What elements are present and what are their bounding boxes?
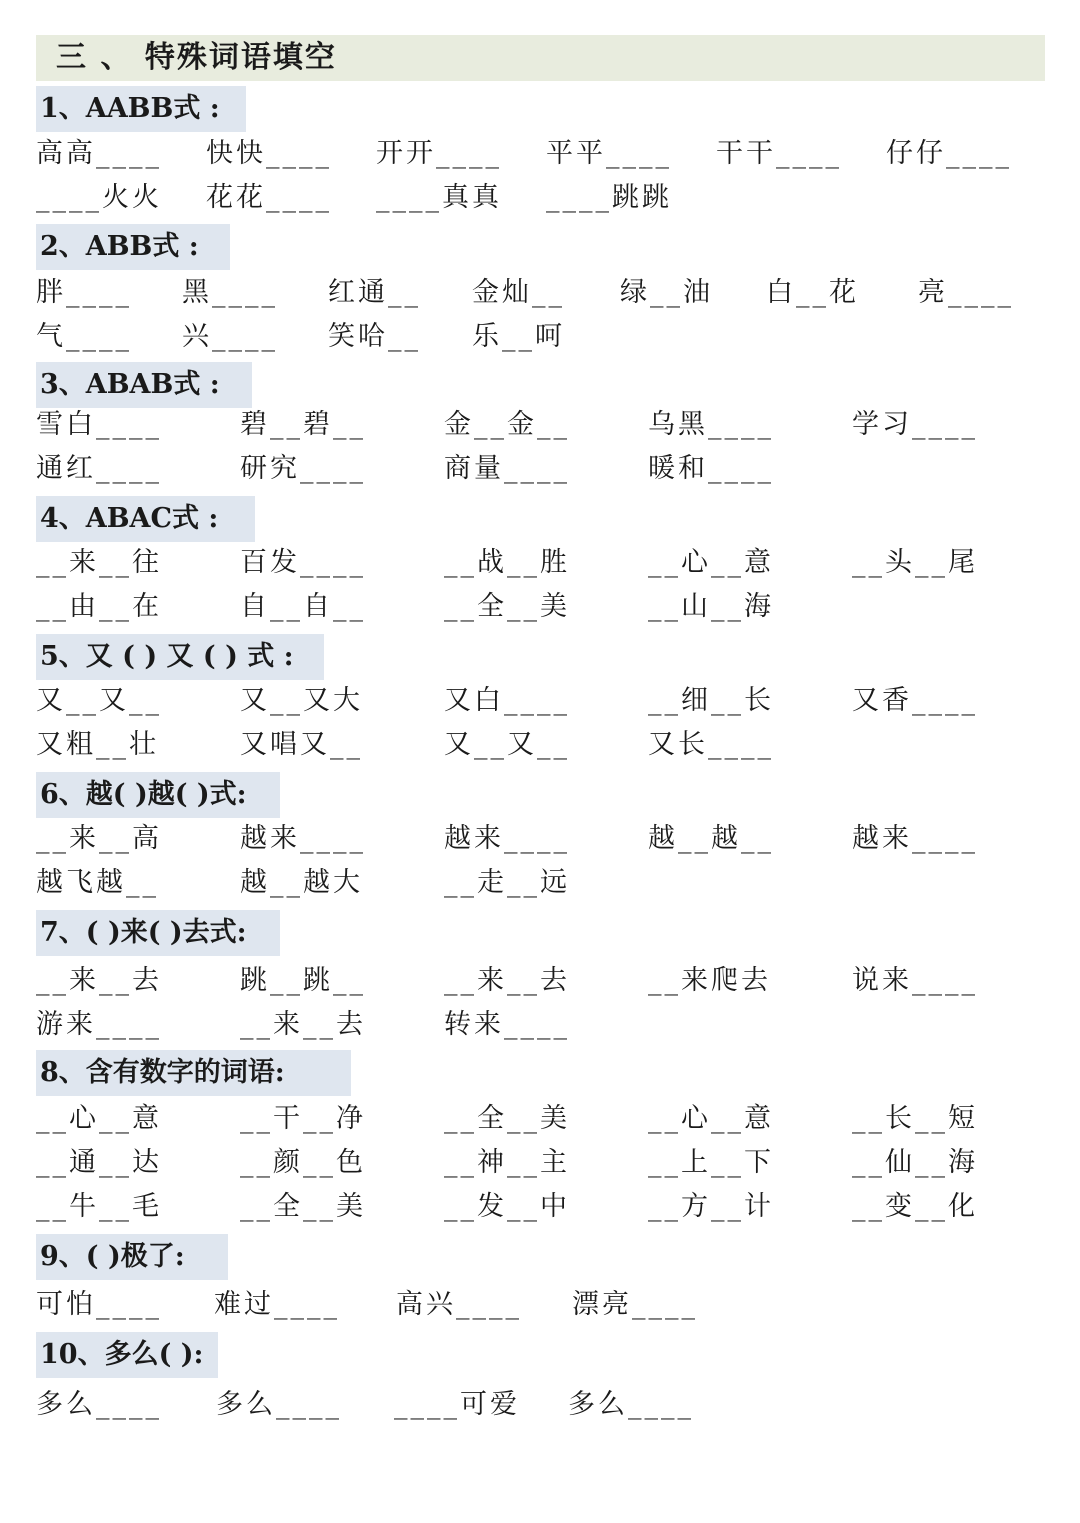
fill-blank-item[interactable]: __方__计 — [648, 1191, 774, 1222]
fill-blank-item[interactable]: 又白____ — [444, 685, 570, 716]
fill-blank-item[interactable]: 多么____ — [216, 1389, 342, 1420]
section-heading: 7、( )来( )去式: — [36, 910, 280, 956]
fill-blank-item[interactable]: __心__意 — [648, 547, 774, 578]
fill-blank-item[interactable]: 越来____ — [240, 823, 366, 854]
fill-blank-item[interactable]: __头__尾 — [852, 547, 978, 578]
fill-blank-item[interactable]: __颜__色 — [240, 1147, 366, 1178]
fill-blank-item[interactable]: __细__长 — [648, 685, 774, 716]
fill-blank-item[interactable]: 快快____ — [206, 138, 332, 169]
fill-blank-item[interactable]: 红通__ — [328, 277, 421, 308]
fill-blank-item[interactable]: __由__在 — [36, 591, 162, 622]
fill-blank-item[interactable]: 乌黑____ — [648, 409, 774, 440]
fill-blank-item[interactable]: 越来____ — [444, 823, 570, 854]
section-heading: 5、又 ( ) 又 ( ) 式 : — [36, 634, 324, 680]
fill-blank-item[interactable]: 研究____ — [240, 453, 366, 484]
fill-blank-item[interactable]: 又__又大 — [240, 685, 363, 716]
fill-blank-item[interactable]: __战__胜 — [444, 547, 570, 578]
fill-blank-item[interactable]: __来__去 — [36, 965, 162, 996]
fill-blank-item[interactable]: 多么____ — [36, 1389, 162, 1420]
fill-blank-item[interactable]: 绿__油 — [620, 277, 713, 308]
fill-blank-item[interactable]: 暖和____ — [648, 453, 774, 484]
fill-blank-item[interactable]: 亮____ — [918, 277, 1014, 308]
fill-blank-item[interactable]: __心__意 — [648, 1103, 774, 1134]
fill-blank-item[interactable]: 笑哈__ — [328, 321, 421, 352]
fill-blank-item[interactable]: 胖____ — [36, 277, 132, 308]
fill-blank-item[interactable]: __发__中 — [444, 1191, 570, 1222]
fill-blank-item[interactable]: 游来____ — [36, 1009, 162, 1040]
fill-blank-item[interactable]: 可怕____ — [36, 1289, 162, 1320]
fill-blank-item[interactable]: 又__又__ — [444, 729, 570, 760]
fill-blank-item[interactable]: ____可爱 — [394, 1389, 520, 1420]
section-heading: 10、多么( ): — [36, 1332, 218, 1378]
fill-blank-item[interactable]: __仙__海 — [852, 1147, 978, 1178]
fill-blank-item[interactable]: 金__金__ — [444, 409, 570, 440]
fill-blank-item[interactable]: __长__短 — [852, 1103, 978, 1134]
fill-blank-item[interactable]: __来爬去 — [648, 965, 771, 996]
fill-blank-item[interactable]: __走__远 — [444, 867, 570, 898]
section-heading: 9、( )极了: — [36, 1234, 228, 1280]
fill-blank-item[interactable]: __全__美 — [444, 591, 570, 622]
section-heading: 4、ABAC式 : — [36, 496, 255, 542]
fill-blank-item[interactable]: 雪白____ — [36, 409, 162, 440]
fill-blank-item[interactable]: 百发____ — [240, 547, 366, 578]
fill-blank-item[interactable]: 仔仔____ — [886, 138, 1012, 169]
fill-blank-item[interactable]: __牛__毛 — [36, 1191, 162, 1222]
fill-blank-item[interactable]: 商量____ — [444, 453, 570, 484]
fill-blank-item[interactable]: 兴____ — [182, 321, 278, 352]
fill-blank-item[interactable]: 黑____ — [182, 277, 278, 308]
fill-blank-item[interactable]: 白__花 — [766, 277, 859, 308]
fill-blank-item[interactable]: __通__达 — [36, 1147, 162, 1178]
fill-blank-item[interactable]: 自__自__ — [240, 591, 366, 622]
fill-blank-item[interactable]: 说来____ — [852, 965, 978, 996]
fill-blank-item[interactable]: ____火火 — [36, 182, 162, 213]
fill-blank-item[interactable]: 学习____ — [852, 409, 978, 440]
fill-blank-item[interactable]: 越飞越__ — [36, 867, 159, 898]
fill-blank-item[interactable]: __干__净 — [240, 1103, 366, 1134]
fill-blank-item[interactable]: 乐__呵 — [472, 321, 565, 352]
fill-blank-item[interactable]: 又粗__壮 — [36, 729, 159, 760]
section-heading: 2、ABB式 : — [36, 224, 230, 270]
fill-blank-item[interactable]: 多么____ — [568, 1389, 694, 1420]
fill-blank-item[interactable]: 又香____ — [852, 685, 978, 716]
fill-blank-item[interactable]: __来__去 — [240, 1009, 366, 1040]
page-title: 三 、 特殊词语填空 — [36, 35, 1045, 81]
section-heading: 6、越( )越( )式: — [36, 772, 280, 818]
fill-blank-item[interactable]: 通红____ — [36, 453, 162, 484]
fill-blank-item[interactable]: __来__往 — [36, 547, 162, 578]
fill-blank-item[interactable]: 又__又__ — [36, 685, 162, 716]
fill-blank-item[interactable]: 又长____ — [648, 729, 774, 760]
fill-blank-item[interactable]: 平平____ — [546, 138, 672, 169]
fill-blank-item[interactable]: 跳__跳__ — [240, 965, 366, 996]
section-heading: 3、ABAB式 : — [36, 362, 252, 408]
fill-blank-item[interactable]: 气____ — [36, 321, 132, 352]
fill-blank-item[interactable]: 越__越__ — [648, 823, 774, 854]
fill-blank-item[interactable]: 又唱又__ — [240, 729, 363, 760]
fill-blank-item[interactable]: __神__主 — [444, 1147, 570, 1178]
fill-blank-item[interactable]: __上__下 — [648, 1147, 774, 1178]
fill-blank-item[interactable]: __来__高 — [36, 823, 162, 854]
fill-blank-item[interactable]: 金灿__ — [472, 277, 565, 308]
fill-blank-item[interactable]: 高兴____ — [396, 1289, 522, 1320]
fill-blank-item[interactable]: __全__美 — [240, 1191, 366, 1222]
fill-blank-item[interactable]: 高高____ — [36, 138, 162, 169]
fill-blank-item[interactable]: __全__美 — [444, 1103, 570, 1134]
fill-blank-item[interactable]: 难过____ — [214, 1289, 340, 1320]
fill-blank-item[interactable]: ____跳跳 — [546, 182, 672, 213]
fill-blank-item[interactable]: ____真真 — [376, 182, 502, 213]
fill-blank-item[interactable]: 转来____ — [444, 1009, 570, 1040]
fill-blank-item[interactable]: 干干____ — [716, 138, 842, 169]
fill-blank-item[interactable]: 开开____ — [376, 138, 502, 169]
fill-blank-item[interactable]: 越__越大 — [240, 867, 363, 898]
fill-blank-item[interactable]: 漂亮____ — [572, 1289, 698, 1320]
section-heading: 8、含有数字的词语: — [36, 1050, 351, 1096]
fill-blank-item[interactable]: 越来____ — [852, 823, 978, 854]
fill-blank-item[interactable]: __变__化 — [852, 1191, 978, 1222]
fill-blank-item[interactable]: 碧__碧__ — [240, 409, 366, 440]
fill-blank-item[interactable]: __山__海 — [648, 591, 774, 622]
section-heading: 1、AABB式 : — [36, 86, 246, 132]
fill-blank-item[interactable]: __心__意 — [36, 1103, 162, 1134]
fill-blank-item[interactable]: __来__去 — [444, 965, 570, 996]
fill-blank-item[interactable]: 花花____ — [206, 182, 332, 213]
